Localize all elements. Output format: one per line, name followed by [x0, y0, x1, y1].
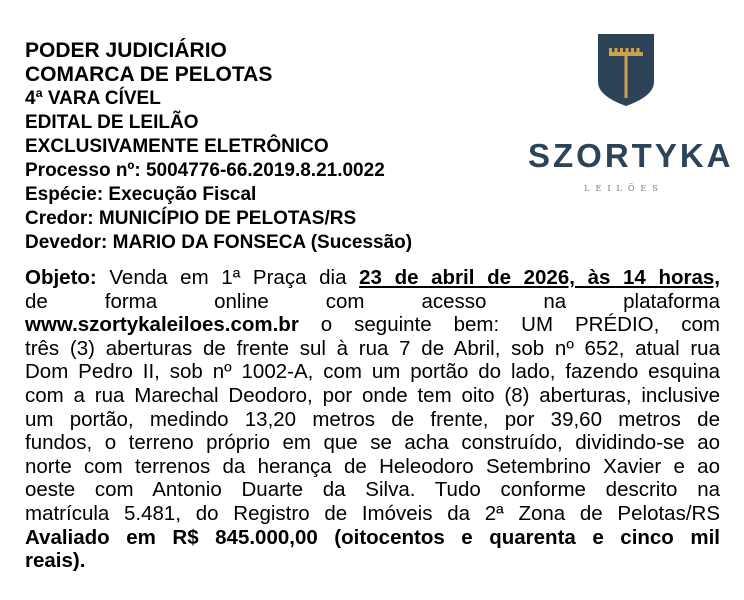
- body-line-6: com a rua Marechal Deodoro, por onde tem oito (8) aberturas, inclusive: [25, 383, 720, 407]
- edital-header: [25, 39, 412, 255]
- vara-name: 4ª VARA CÍVEL: [25, 88, 161, 109]
- body-text: Venda em 1ª Praça dia: [96, 266, 360, 289]
- especie: Espécie: Execução Fiscal: [25, 184, 257, 205]
- body-line-1: [25, 266, 720, 290]
- brand-name: SZORTYKA: [528, 137, 734, 174]
- szortyka-logo: [528, 30, 734, 200]
- edital-body: [25, 266, 720, 573]
- brand-subtitle: LEILÕES: [584, 184, 664, 193]
- auction-url: www.szortykaleiloes.com.br: [25, 313, 299, 337]
- body-text: o seguinte bem: UM PRÉDIO, com: [298, 313, 720, 337]
- court-name: PODER JUDICIÁRIO: [25, 39, 227, 62]
- body-line-4: três (3) aberturas de frente sul à rua 7 de Abril, sob nº 652, atual rua: [25, 336, 720, 360]
- body-line-5: Dom Pedro II, sob nº 1002-A, com um portão do lado, fazendo esquina: [25, 360, 720, 384]
- valuation-line: Avaliado em R$ 845.000,00 (oitocentos e quarenta e cinco mil: [25, 525, 720, 549]
- body-line-9: norte com terrenos da herança de Heleodoro Setembrino Xavier e ao: [25, 454, 720, 478]
- edital-title: EDITAL DE LEILÃO: [25, 112, 199, 133]
- comarca-name: COMARCA DE PELOTAS: [25, 63, 273, 86]
- auction-date: 23 de abril de 2026, às 14 horas,: [359, 266, 720, 289]
- processo-number: Processo nº: 5004776-66.2019.8.21.0022: [25, 160, 385, 181]
- valuation-line-end: reais).: [25, 549, 86, 573]
- gavel-shield-icon: [595, 32, 657, 108]
- body-line-3: [25, 313, 720, 337]
- body-line-7: um portão, medindo 13,20 metros de frente, por 39,60 metros de: [25, 407, 720, 431]
- credor: Credor: MUNICÍPIO DE PELOTAS/RS: [25, 208, 357, 229]
- edital-mode: EXCLUSIVAMENTE ELETRÔNICO: [25, 136, 329, 157]
- body-line-11: matrícula 5.481, do Registro de Imóveis da 2ª Zona de Pelotas/RS: [25, 501, 720, 525]
- objeto-label: Objeto:: [25, 266, 97, 289]
- body-line-2: de forma online com acesso na plataforma: [25, 289, 720, 313]
- devedor: Devedor: MARIO DA FONSECA (Sucessão): [25, 232, 413, 253]
- body-line-8: fundos, o terreno próprio em que se acha construído, dividindo-se ao: [25, 431, 720, 455]
- body-line-10: oeste com Antonio Duarte da Silva. Tudo conforme descrito na: [25, 478, 720, 502]
